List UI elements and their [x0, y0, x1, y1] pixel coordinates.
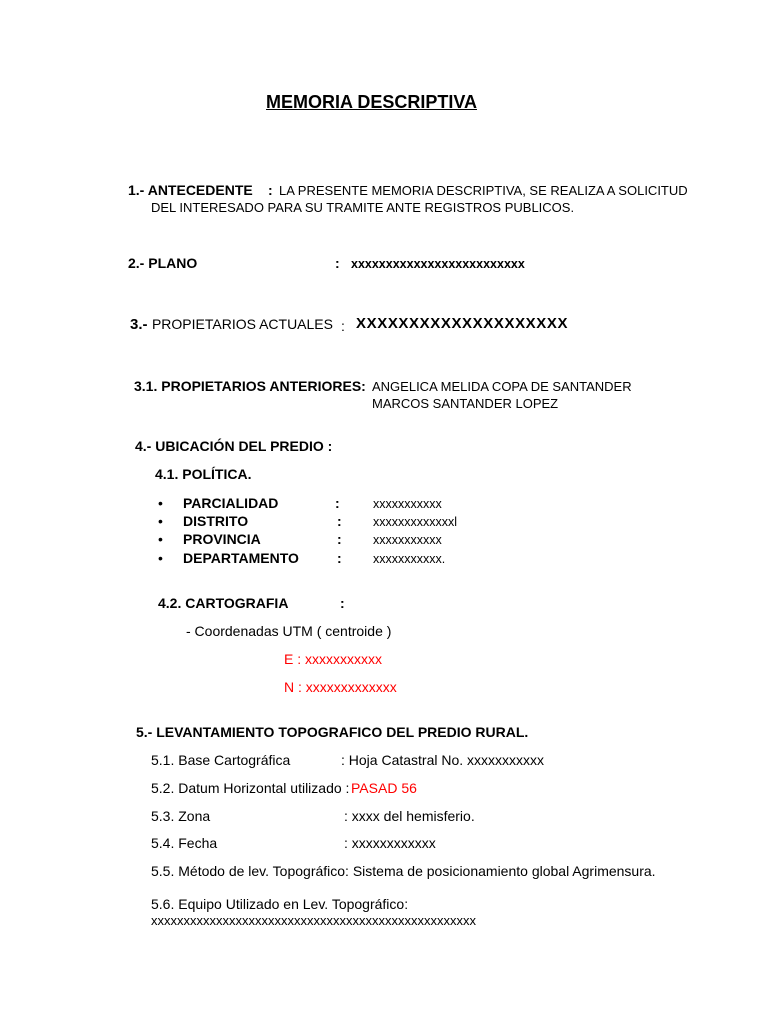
departamento-value: xxxxxxxxxxx.: [373, 552, 446, 566]
datum-label: 5.2. Datum Horizontal utilizado :: [151, 780, 350, 796]
distrito-colon: :: [337, 513, 342, 529]
zona-label: 5.3. Zona: [151, 808, 211, 824]
politica-subheading: 4.1. POLÍTICA.: [155, 466, 252, 482]
provincia-value: xxxxxxxxxxx: [373, 533, 442, 547]
parcialidad-label: PARCIALIDAD: [183, 495, 279, 511]
antecedente-text-line1: LA PRESENTE MEMORIA DESCRIPTIVA, SE REALIZA A SOLICITUD: [279, 183, 688, 198]
plano-label: 2.- PLANO: [128, 255, 198, 271]
zona-value: : xxxx del hemisferio.: [344, 808, 475, 824]
propietario-anterior-1: ANGELICA MELIDA COPA DE SANTANDER: [372, 379, 632, 394]
antecedente-colon: :: [268, 182, 273, 198]
datum-value: PASAD 56: [351, 780, 417, 796]
metodo-line: 5.5. Método de lev. Topográfico: Sistema de posicionamiento global Agrimensura.: [151, 863, 656, 879]
propietario-anterior-2: MARCOS SANTANDER LOPEZ: [372, 396, 559, 411]
antecedente-text-line2: DEL INTERESADO PARA SU TRAMITE ANTE REGISTROS PUBLICOS.: [151, 200, 575, 215]
plano-value: xxxxxxxxxxxxxxxxxxxxxxxxx: [351, 257, 525, 271]
document-title: MEMORIA DESCRIPTIVA: [266, 92, 478, 112]
provincia-colon: :: [337, 531, 342, 547]
plano-colon: :: [335, 255, 340, 271]
coordenada-n: N : xxxxxxxxxxxxx: [284, 679, 397, 695]
base-cartografica-value: : Hoja Catastral No. xxxxxxxxxxx: [341, 752, 545, 768]
equipo-value: xxxxxxxxxxxxxxxxxxxxxxxxxxxxxxxxxxxxxxxxxxxxxxxxxx: [151, 913, 476, 928]
ubicacion-heading: 4.- UBICACIÓN DEL PREDIO :: [135, 438, 333, 454]
parcialidad-value: xxxxxxxxxxx: [373, 497, 442, 511]
cartografia-subheading: 4.2. CARTOGRAFIA: [158, 595, 289, 611]
distrito-label: DISTRITO: [183, 513, 249, 529]
base-cartografica-label: 5.1. Base Cartográfica: [151, 752, 291, 768]
fecha-value: : xxxxxxxxxxxx: [344, 835, 436, 851]
coordenada-e: E : xxxxxxxxxxx: [284, 651, 383, 667]
bullet-icon: •: [158, 513, 163, 529]
antecedente-label: 1.- ANTECEDENTE: [128, 182, 253, 198]
parcialidad-colon: :: [335, 495, 340, 511]
cartografia-colon: :: [340, 595, 345, 611]
propietarios-anteriores-label: 3.1. PROPIETARIOS ANTERIORES:: [134, 378, 366, 394]
equipo-label: 5.6. Equipo Utilizado en Lev. Topográfico:: [151, 896, 409, 912]
propietarios-actuales-label: PROPIETARIOS ACTUALES: [151, 316, 333, 332]
propietarios-actuales-heading: [130, 316, 333, 334]
propietarios-actuales-num: 3.-: [130, 316, 148, 333]
distrito-value: xxxxxxxxxxxxxl: [373, 515, 458, 529]
bullet-icon: •: [158, 495, 163, 511]
provincia-label: PROVINCIA: [183, 531, 261, 547]
bullet-icon: •: [158, 531, 163, 547]
bullet-icon: •: [158, 550, 163, 566]
fecha-label: 5.4. Fecha: [151, 835, 218, 851]
propietarios-actuales-colon: :: [341, 318, 345, 334]
departamento-label: DEPARTAMENTO: [183, 550, 299, 566]
levantamiento-heading: 5.- LEVANTAMIENTO TOPOGRAFICO DEL PREDIO RURAL.: [136, 724, 529, 740]
coordenadas-label: - Coordenadas UTM ( centroide ): [186, 623, 392, 639]
departamento-colon: :: [337, 550, 342, 566]
propietarios-actuales-value: XXXXXXXXXXXXXXXXXXXX: [356, 315, 569, 332]
